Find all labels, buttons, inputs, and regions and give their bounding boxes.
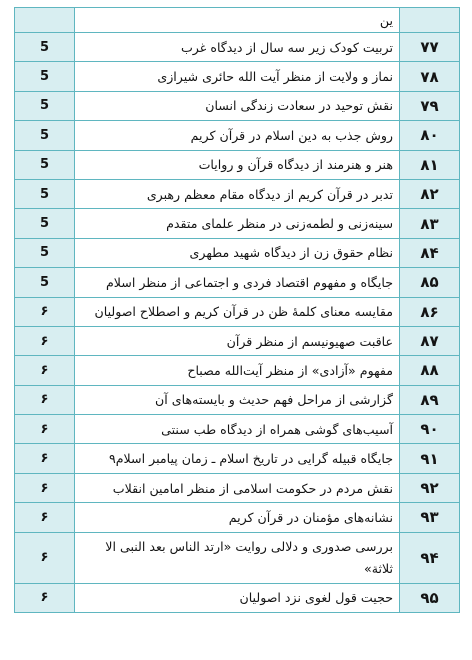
row-number: ۹۲	[400, 473, 460, 502]
row-title: آسیب‌های گوشی همراه از دیدگاه طب سنتی	[75, 415, 400, 444]
row-title: عاقبت صهیونیسم از منظر قرآن	[75, 326, 400, 355]
table-row	[15, 532, 460, 583]
table-row	[15, 121, 460, 150]
row-number: ۹۳	[400, 503, 460, 532]
table-row	[15, 385, 460, 414]
row-number	[400, 8, 460, 33]
row-number: ۷۸	[400, 62, 460, 91]
row-number: ۸۸	[400, 356, 460, 385]
row-number: ۸۴	[400, 238, 460, 267]
row-number: ۹۵	[400, 583, 460, 612]
row-number: ۷۷	[400, 33, 460, 62]
row-title: حجیت قول لغوی نزد اصولیان	[75, 583, 400, 612]
table-row	[15, 583, 460, 612]
table-row	[15, 415, 460, 444]
row-title: جایگاه قبیله گرایی در تاریخ اسلام ـ زمان پیامبر اسلام۹	[75, 444, 400, 473]
table-row	[15, 356, 460, 385]
table-row	[15, 62, 460, 91]
row-title: تدبر در قرآن کریم از دیدگاه مقام معظم رهبری	[75, 179, 400, 208]
row-score: 5	[15, 209, 75, 238]
row-number: ۸۶	[400, 297, 460, 326]
row-score: ۶	[15, 297, 75, 326]
row-score: 5	[15, 91, 75, 120]
table-row	[15, 326, 460, 355]
table-row	[15, 33, 460, 62]
row-score: ۶	[15, 583, 75, 612]
row-title: نماز و ولایت از منظر آیت الله حائری شیرازی	[75, 62, 400, 91]
row-score: ۶	[15, 532, 75, 583]
row-title: گزارشی از مراحل فهم حدیث و بایسته‌های آن	[75, 385, 400, 414]
row-number: ۸۷	[400, 326, 460, 355]
row-number: ۹۴	[400, 532, 460, 583]
row-title: نقش توحید در سعادت زندگی انسان	[75, 91, 400, 120]
row-score: ۶	[15, 444, 75, 473]
table-row	[15, 150, 460, 179]
row-title: بررسی صدوری و دلالی روایت «ارتد الناس بعد النبی الا ثلاثة»	[75, 532, 400, 583]
row-score: 5	[15, 238, 75, 267]
row-score: 5	[15, 121, 75, 150]
row-title: مفهوم «آزادی» از منظر آیت‌الله مصباح	[75, 356, 400, 385]
row-number: ۸۲	[400, 179, 460, 208]
row-score: ۶	[15, 385, 75, 414]
row-score: 5	[15, 33, 75, 62]
table-row	[15, 503, 460, 532]
row-score: ۶	[15, 356, 75, 385]
row-title: روش جذب به دین اسلام در قرآن کریم	[75, 121, 400, 150]
table-row	[15, 444, 460, 473]
table-row	[15, 238, 460, 267]
row-number: ۸۹	[400, 385, 460, 414]
table-row	[15, 268, 460, 297]
row-title: تربیت کودک زیر سه سال از دیدگاه غرب	[75, 33, 400, 62]
row-number: ۸۳	[400, 209, 460, 238]
row-title: ین	[75, 8, 400, 33]
row-score: 5	[15, 62, 75, 91]
row-score: 5	[15, 268, 75, 297]
row-score: 5	[15, 150, 75, 179]
row-title: مقایسه معنای کلمهٔ ظن در قرآن کریم و اصطلاح اصولیان	[75, 297, 400, 326]
table-row	[15, 473, 460, 502]
table-row	[15, 297, 460, 326]
row-score: 5	[15, 179, 75, 208]
table-row	[15, 209, 460, 238]
table-row	[15, 179, 460, 208]
row-title: جایگاه و مفهوم اقتصاد فردی و اجتماعی از منظر اسلام	[75, 268, 400, 297]
row-score: ۶	[15, 415, 75, 444]
row-score: ۶	[15, 503, 75, 532]
articles-table	[14, 7, 460, 613]
row-title: نقش مردم در حکومت اسلامی از منظر امامین انقلاب	[75, 473, 400, 502]
row-number: ۹۱	[400, 444, 460, 473]
table-row	[15, 91, 460, 120]
row-score: ۶	[15, 326, 75, 355]
row-number: ۸۱	[400, 150, 460, 179]
row-title: هنر و هنرمند از دیدگاه قرآن و روایات	[75, 150, 400, 179]
row-number: ۷۹	[400, 91, 460, 120]
row-number: ۸۰	[400, 121, 460, 150]
row-title: سینه‌زنی و لطمه‌زنی در منظر علمای متقدم	[75, 209, 400, 238]
row-title: نظام حقوق زن از دیدگاه شهید مطهری	[75, 238, 400, 267]
table-row	[15, 8, 460, 33]
row-number: ۹۰	[400, 415, 460, 444]
row-score: ۶	[15, 473, 75, 502]
row-score	[15, 8, 75, 33]
row-number: ۸۵	[400, 268, 460, 297]
row-title: نشانه‌های مؤمنان در قرآن کریم	[75, 503, 400, 532]
